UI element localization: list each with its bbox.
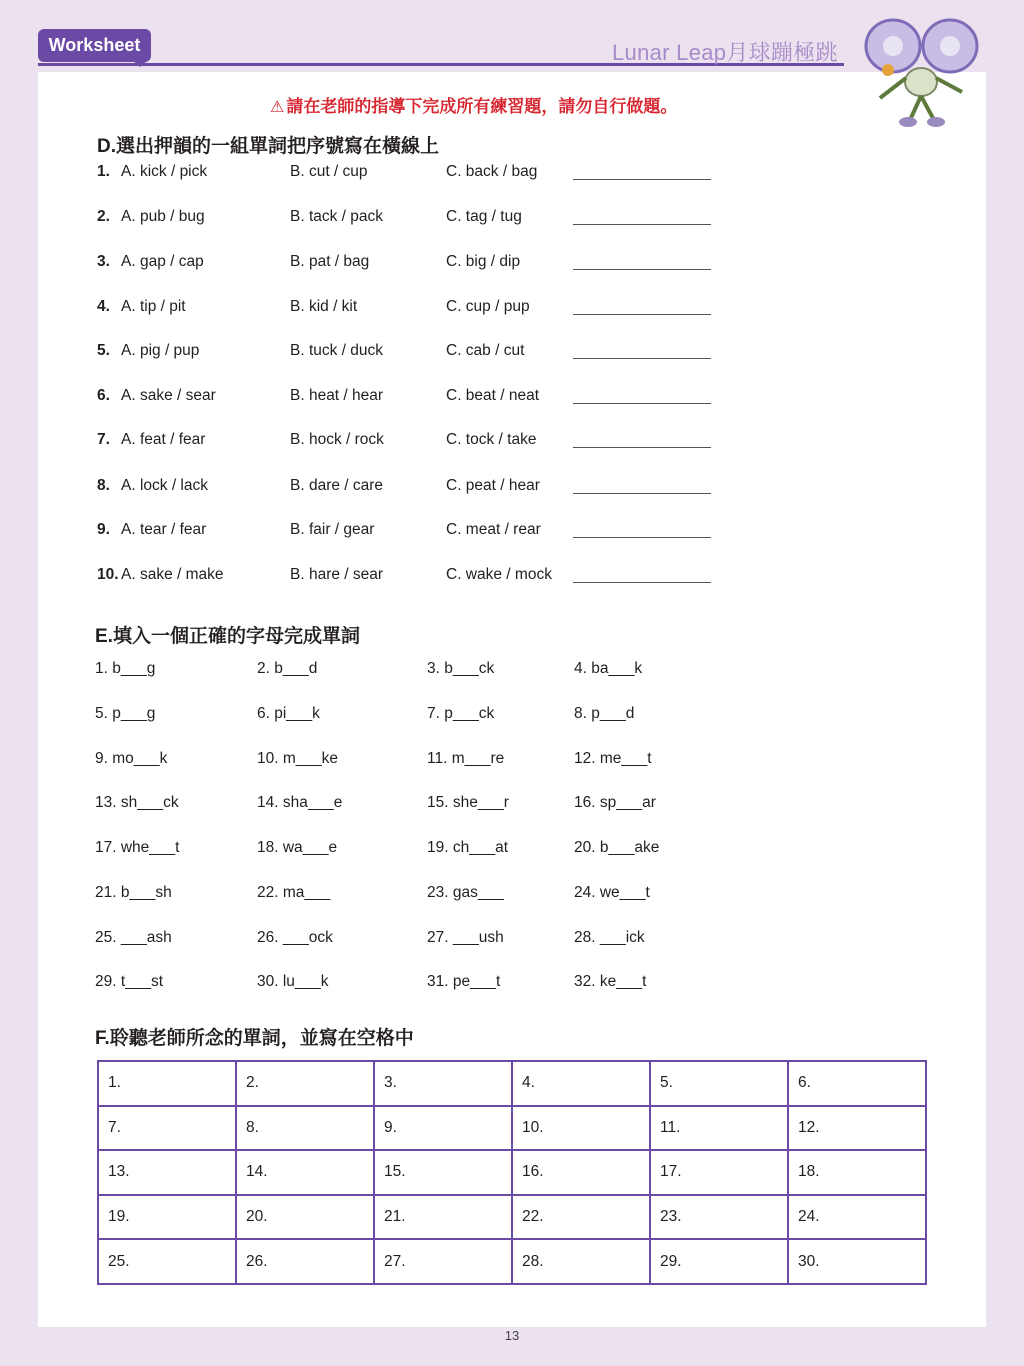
answer-blank-line[interactable]: [573, 179, 711, 180]
option-b: B. heat / hear: [290, 387, 384, 404]
answer-cell[interactable]: 2.: [236, 1061, 374, 1106]
section-e-letter: E.: [95, 626, 113, 647]
question-number: 4.: [97, 298, 110, 315]
option-a: A. tear / fear: [121, 521, 207, 538]
fill-in-item[interactable]: 24. we___t: [574, 884, 650, 901]
section-f-letter: F.: [95, 1028, 110, 1049]
answer-grid-row: [98, 1150, 926, 1195]
section-e-text: 填入一個正確的字母完成單詞: [112, 626, 360, 647]
fill-in-item[interactable]: 20. b___ake: [574, 839, 660, 856]
option-c: C. wake / mock: [446, 566, 552, 583]
answer-blank-line[interactable]: [573, 224, 711, 225]
answer-cell[interactable]: 1.: [98, 1061, 236, 1106]
fill-in-item[interactable]: 7. p___ck: [427, 705, 495, 722]
answer-cell[interactable]: 14.: [236, 1150, 374, 1195]
answer-cell[interactable]: 20.: [236, 1195, 374, 1240]
fill-in-item[interactable]: 31. pe___t: [427, 973, 501, 990]
fill-in-item[interactable]: 8. p___d: [574, 705, 635, 722]
option-c: C. cab / cut: [446, 342, 525, 359]
section-d-letter: D.: [97, 136, 116, 157]
fill-in-item[interactable]: 17. whe___t: [95, 839, 180, 856]
fill-in-item[interactable]: 4. ba___k: [574, 660, 643, 677]
option-a: A. feat / fear: [121, 431, 206, 448]
section-e-title: [95, 621, 360, 648]
answer-grid-row: [98, 1239, 926, 1284]
answer-cell[interactable]: 28.: [512, 1239, 650, 1284]
answer-cell[interactable]: 25.: [98, 1239, 236, 1284]
fill-in-item[interactable]: 25. ___ash: [95, 929, 172, 946]
question-number: 10.: [97, 566, 119, 583]
fill-in-item[interactable]: 32. ke___t: [574, 973, 647, 990]
fill-in-item[interactable]: 16. sp___ar: [574, 794, 656, 811]
question-number: 5.: [97, 342, 110, 359]
answer-cell[interactable]: 21.: [374, 1195, 512, 1240]
answer-cell[interactable]: 13.: [98, 1150, 236, 1195]
answer-grid-row: [98, 1061, 926, 1106]
option-a: A. kick / pick: [121, 163, 208, 180]
worksheet-tab: Worksheet: [38, 29, 151, 62]
option-b: B. dare / care: [290, 477, 384, 494]
answer-cell[interactable]: 17.: [650, 1150, 788, 1195]
brand-title: Lunar Leap月球蹦極跳: [612, 40, 838, 65]
option-b: B. fair / gear: [290, 521, 375, 538]
option-a: A. lock / lack: [121, 477, 208, 494]
fill-in-item[interactable]: 15. she___r: [427, 794, 509, 811]
fill-in-item[interactable]: 11. m___re: [427, 750, 505, 767]
fill-in-item[interactable]: 22. ma___: [257, 884, 331, 901]
fill-in-item[interactable]: 12. me___t: [574, 750, 652, 767]
option-c: C. meat / rear: [446, 521, 541, 538]
answer-cell[interactable]: 30.: [788, 1239, 926, 1284]
answer-cell[interactable]: 24.: [788, 1195, 926, 1240]
answer-blank-line[interactable]: [573, 537, 711, 538]
answer-blank-line[interactable]: [573, 314, 711, 315]
answer-cell[interactable]: 8.: [236, 1106, 374, 1151]
section-f-text: 聆聽老師所念的單詞，並寫在空格中: [109, 1028, 414, 1049]
option-c: C. cup / pup: [446, 298, 530, 315]
fill-in-item[interactable]: 18. wa___e: [257, 839, 338, 856]
question-number: 3.: [97, 253, 110, 270]
answer-cell[interactable]: 3.: [374, 1061, 512, 1106]
question-number: 9.: [97, 521, 110, 538]
answer-cell[interactable]: 4.: [512, 1061, 650, 1106]
answer-grid-row: [98, 1106, 926, 1151]
answer-cell[interactable]: 11.: [650, 1106, 788, 1151]
question-number: 7.: [97, 431, 110, 448]
option-a: A. tip / pit: [121, 298, 186, 315]
option-c: C. beat / neat: [446, 387, 540, 404]
fill-in-item[interactable]: 3. b___ck: [427, 660, 495, 677]
fill-in-item[interactable]: 1. b___g: [95, 660, 156, 677]
option-a: A. pub / bug: [121, 208, 205, 225]
answer-cell[interactable]: 7.: [98, 1106, 236, 1151]
answer-blank-line[interactable]: [573, 358, 711, 359]
fill-in-item[interactable]: 27. ___ush: [427, 929, 504, 946]
section-f-title: [95, 1023, 414, 1050]
answer-cell[interactable]: 12.: [788, 1106, 926, 1151]
alien-mascot-icon: [858, 12, 998, 130]
fill-in-item[interactable]: 9. mo___k: [95, 750, 168, 767]
fill-in-item[interactable]: 21. b___sh: [95, 884, 172, 901]
option-a: A. pig / pup: [121, 342, 200, 359]
answer-blank-line[interactable]: [573, 447, 711, 448]
fill-in-item[interactable]: 19. ch___at: [427, 839, 509, 856]
option-b: B. tack / pack: [290, 208, 384, 225]
fill-in-item[interactable]: 6. pi___k: [257, 705, 320, 722]
option-a: A. sake / sear: [121, 387, 216, 404]
fill-in-item[interactable]: 13. sh___ck: [95, 794, 179, 811]
answer-blank-line[interactable]: [573, 582, 711, 583]
fill-in-item[interactable]: 10. m___ke: [257, 750, 338, 767]
option-a: A. gap / cap: [121, 253, 204, 270]
option-b: B. hock / rock: [290, 431, 384, 448]
answer-cell[interactable]: 26.: [236, 1239, 374, 1284]
answer-cell[interactable]: 18.: [788, 1150, 926, 1195]
fill-in-item[interactable]: 30. lu___k: [257, 973, 329, 990]
fill-in-item[interactable]: 28. ___ick: [574, 929, 645, 946]
option-c: C. tag / tug: [446, 208, 522, 225]
option-a: A. sake / make: [121, 566, 224, 583]
option-b: B. kid / kit: [290, 298, 358, 315]
answer-cell[interactable]: 27.: [374, 1239, 512, 1284]
answer-cell[interactable]: 29.: [650, 1239, 788, 1284]
question-number: 1.: [97, 163, 110, 180]
answer-cell[interactable]: 10.: [512, 1106, 650, 1151]
answer-cell[interactable]: 15.: [374, 1150, 512, 1195]
warning-notice: [270, 92, 677, 117]
answer-cell[interactable]: 23.: [650, 1195, 788, 1240]
fill-in-item[interactable]: 14. sha___e: [257, 794, 343, 811]
question-number: 8.: [97, 477, 110, 494]
section-d-title: [97, 131, 439, 158]
question-number: 6.: [97, 387, 110, 404]
option-b: B. pat / bag: [290, 253, 370, 270]
option-c: C. tock / take: [446, 431, 537, 448]
answer-cell[interactable]: 19.: [98, 1195, 236, 1240]
answer-blank-line[interactable]: [573, 493, 711, 494]
option-b: B. tuck / duck: [290, 342, 384, 359]
option-c: C. peat / hear: [446, 477, 540, 494]
answer-cell[interactable]: 6.: [788, 1061, 926, 1106]
answer-cell[interactable]: 16.: [512, 1150, 650, 1195]
warning-icon: ⚠: [270, 99, 285, 116]
option-c: C. back / bag: [446, 163, 538, 180]
fill-in-item[interactable]: 2. b___d: [257, 660, 318, 677]
answer-grid-row: [98, 1195, 926, 1240]
answer-blank-line[interactable]: [573, 269, 711, 270]
fill-in-item[interactable]: 29. t___st: [95, 973, 164, 990]
option-b: B. cut / cup: [290, 163, 368, 180]
answer-cell[interactable]: 22.: [512, 1195, 650, 1240]
option-b: B. hare / sear: [290, 566, 384, 583]
answer-blank-line[interactable]: [573, 403, 711, 404]
page-number: 13: [504, 1328, 520, 1343]
option-c: C. big / dip: [446, 253, 521, 270]
fill-in-item[interactable]: 23. gas___: [427, 884, 504, 901]
question-number: 2.: [97, 208, 110, 225]
section-d-text: 選出押韻的一組單詞把序號寫在橫線上: [116, 136, 440, 157]
answer-grid: [97, 1060, 927, 1285]
answer-cell[interactable]: 5.: [650, 1061, 788, 1106]
answer-cell[interactable]: 9.: [374, 1106, 512, 1151]
fill-in-item[interactable]: 26. ___ock: [257, 929, 333, 946]
fill-in-item[interactable]: 5. p___g: [95, 705, 156, 722]
warning-text: 請在老師的指導下完成所有練習題，請勿自行做題。: [286, 97, 678, 116]
